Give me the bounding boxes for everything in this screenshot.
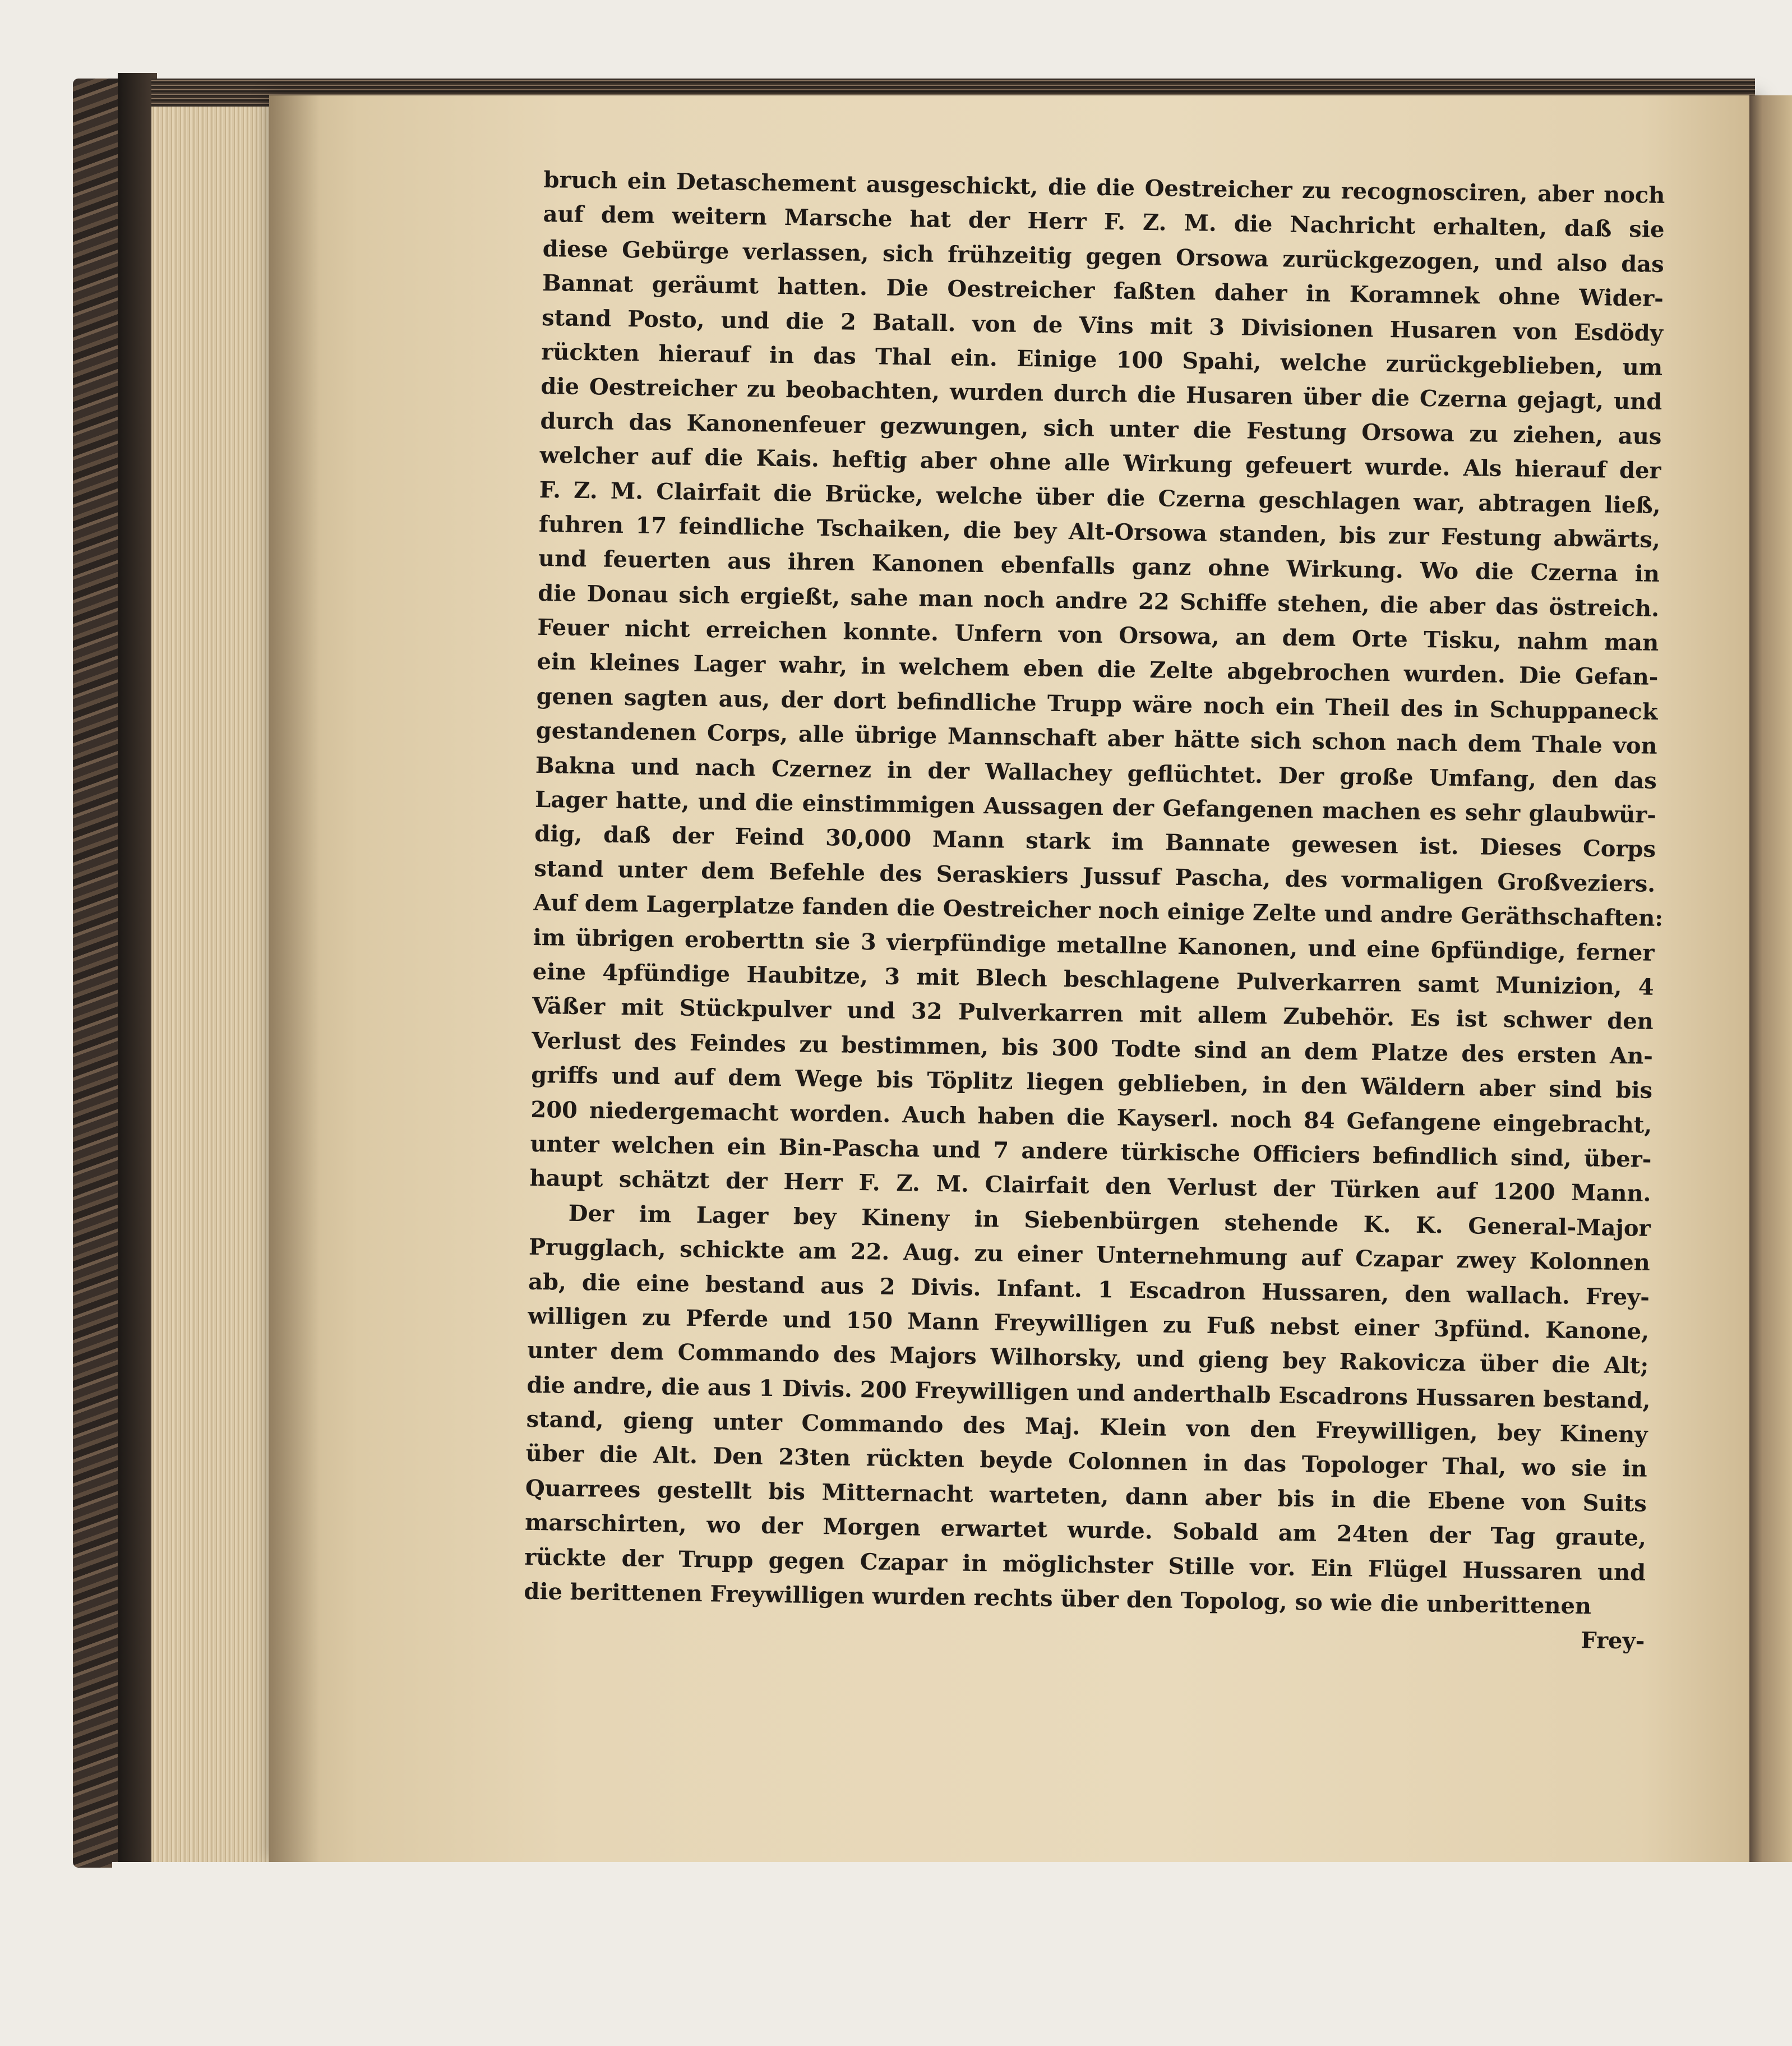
- text-line: auf dem weitern Marsche hat der Herr F. Z. M. die Nachricht erhalten, daß sie: [543, 201, 1665, 243]
- text-line: griffs und auf dem Wege bis Töplitz liegen geblieben, in den Wäldern aber sind bis: [530, 1062, 1653, 1104]
- text-line: diese Gebürge verlassen, sich frühzeitig gegen Orsowa zurückgezogen, und also das: [542, 235, 1664, 278]
- text-line: über die Alt. Den 23ten rückten beyde Colonnen in das Topologer Thal, wo sie in: [525, 1440, 1647, 1483]
- text-line: unter welchen ein Bin-Pascha und 7 andere türkische Officiers befindlich sind, über-: [530, 1130, 1652, 1173]
- text-line: die andre, die aus 1 Divis. 200 Freywilligen und anderthalb Escadrons Hussaren bestand,: [526, 1371, 1651, 1414]
- text-line: 200 niedergemacht worden. Auch haben die Kayserl. noch 84 Gefangene eingebracht,: [530, 1096, 1652, 1139]
- text-line: rückten hierauf in das Thal ein. Einige 100 Spahi, welche zurückgeblieben, um: [541, 338, 1663, 381]
- text-line: marschirten, wo der Morgen erwartet wurde. Sobald am 24ten der Tag graute,: [524, 1509, 1647, 1551]
- next-page-edge: [1749, 95, 1792, 1862]
- text-line: im übrigen eroberttn sie 3 vierpfündige metallne Kanonen, und eine 6pfündige, ferner: [533, 924, 1655, 966]
- text-line: durch das Kanonenfeuer gezwungen, sich unter die Festung Orsowa zu ziehen, aus: [540, 407, 1662, 450]
- text-line: gestandenen Corps, alle übrige Mannschaft aber hätte sich schon nach dem Thale von: [535, 717, 1657, 760]
- page-text: [523, 163, 1665, 1658]
- text-line: Verlust des Feindes zu bestimmen, bis 300 Todte sind an dem Platze des ersten An-: [531, 1027, 1654, 1070]
- page-stack-edges: [151, 81, 286, 1868]
- text-line: willigen zu Pferde und 150 Mann Freywilligen zu Fuß nebst einer 3pfünd. Kanone,: [527, 1302, 1650, 1345]
- background-surface: [112, 1862, 1792, 2046]
- text-line: welcher auf die Kais. heftig aber ohne alle Wirkung gefeuert wurde. Als hierauf der: [539, 442, 1661, 484]
- text-line: bruch ein Detaschement ausgeschickt, die die Oestreicher zu recognosciren, aber noch: [543, 166, 1665, 209]
- text-line: Quarrees gestellt bis Mitternacht warteten, dann aber bis in die Ebene von Suits: [525, 1474, 1647, 1517]
- text-line: die berittenen Freywilligen wurden rechts über den Topolog, so wie die unberittenen: [524, 1578, 1592, 1620]
- text-line: Bannat geräumt hatten. Die Oestreicher faßten daher in Koramnek ohne Wider-: [542, 270, 1664, 312]
- text-line: rückte der Trupp gegen Czapar in möglichster Stille vor. Ein Flügel Hussaren und: [524, 1543, 1646, 1586]
- text-line: eine 4pfündige Haubitze, 3 mit Blech beschlagene Pulverkarren samt Munizion, 4: [532, 958, 1654, 1001]
- text-line: Bakna und nach Czernez in der Wallachey geflüchtet. Der große Umfang, den das: [535, 752, 1657, 794]
- text-line: Feuer nicht erreichen konnte. Unfern von Orsowa, an dem Orte Tisku, nahm man: [537, 614, 1659, 656]
- text-line: genen sagten aus, der dort befindliche Trupp wäre noch ein Theil des in Schuppaneck: [536, 683, 1658, 725]
- text-line: Lager hatte, und die einstimmigen Aussagen der Gefangenen machen es sehr glaubwür-: [534, 786, 1657, 828]
- book-cover: [73, 79, 123, 1868]
- text-line: haupt schätzt der Herr F. Z. M. Clairfait den Verlust der Türken auf 1200 Mann.: [529, 1165, 1651, 1208]
- text-line: F. Z. M. Clairfait die Brücke, welche über die Czerna geschlagen war, abtragen ließ,: [539, 476, 1661, 519]
- text-line: fuhren 17 feindliche Tschaiken, die bey Alt-Orsowa standen, bis zur Festung abwärts,: [538, 510, 1661, 553]
- gutter-shadow: [269, 95, 320, 1862]
- text-line: Väßer mit Stückpulver und 32 Pulverkarren mit allem Zubehör. Es ist schwer den: [532, 993, 1654, 1035]
- text-line: Prugglach, schickte am 22. Aug. zu einer Unternehmung auf Czapar zwey Kolonnen: [528, 1233, 1651, 1276]
- text-line: stand, gieng unter Commando des Maj. Klein von den Freywilligen, bey Kineny: [526, 1406, 1648, 1448]
- text-line: dig, daß der Feind 30,000 Mann stark im Bannate gewesen ist. Dieses Corps: [534, 821, 1656, 863]
- text-line: Der im Lager bey Kineny in Siebenbürgen stehende K. K. General-Major: [568, 1200, 1651, 1242]
- text-line: die Oestreicher zu beobachten, wurden durch die Husaren über die Czerna gejagt, und: [541, 373, 1662, 416]
- text-line: stand Posto, und die 2 Batall. von de Vins mit 3 Divisionen Husaren von Esdödy: [541, 304, 1664, 347]
- text-line: ein kleines Lager wahr, in welchem eben die Zelte abgebrochen wurden. Die Gefan-: [537, 648, 1659, 691]
- text-line: die Donau sich ergießt, sahe man noch andre 22 Schiffe stehen, die aber das östreich.: [537, 579, 1660, 622]
- text-line: Auf dem Lagerplatze fanden die Oestreicher noch einige Zelte und andre Geräthschaften:: [533, 890, 1664, 932]
- text-line: unter dem Commando des Majors Wilhorsky, und gieng bey Rakovicza über die Alt;: [527, 1337, 1649, 1379]
- text-line: ab, die eine bestand aus 2 Divis. Infant. 1 Escadron Hussaren, den wallach. Frey-: [528, 1268, 1650, 1311]
- text-line: stand unter dem Befehle des Seraskiers Jussuf Pascha, des vormaligen Großveziers.: [534, 855, 1656, 897]
- catchword: Frey-: [1580, 1627, 1645, 1655]
- text-line: und feuerten aus ihren Kanonen ebenfalls ganz ohne Wirkung. Wo die Czerna in: [538, 545, 1660, 588]
